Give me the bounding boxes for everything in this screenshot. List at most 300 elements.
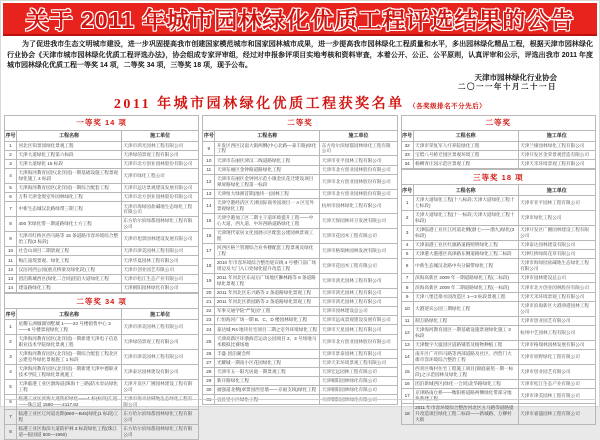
builder-name: 天津市鸿光园林工程有限公司 [121, 141, 198, 150]
builder-name: 天津泰达园林建设有限公司 [121, 365, 198, 380]
table-row [401, 150, 595, 159]
project-name: 2011 年河北区新园路等 2 条道路绿化景观工程 [215, 297, 320, 306]
builder-name: 天津泰达园林建设有限公司 [518, 240, 595, 249]
builder-name: 天津市绿化工程公司 [518, 210, 595, 225]
project-name: 制万路绿化工程 [413, 316, 518, 325]
builder-name: 天津市旭景园林建设发展有限公司 [121, 232, 198, 247]
project-name: 河北区知景园绿化景观工程 [17, 141, 122, 150]
project-name: 天津市五一阳光居庭一期景观工程 [215, 367, 320, 376]
project-name: 天津市东丽区金钟河示范小镇金民花迁建设项目翠屏路绿化工程第一标段 [215, 174, 320, 189]
row-index: 5 [5, 183, 17, 192]
builder-name: 天津市北方创业园林股份有限公司 [320, 165, 397, 174]
prize-section-title: 二等奖 34 项 [5, 294, 199, 309]
table-row [5, 283, 199, 292]
project-name: 天津临港工业区江河道北侧(渤七——渤九)绿化(3 标段) [413, 225, 518, 240]
row-index: 7 [401, 274, 413, 283]
table-row [401, 365, 595, 380]
award-table [202, 115, 397, 405]
row-index: 4 [5, 169, 17, 184]
project-name: 西青区梅村住宅工程施工项目(锦庭嘉苑一期一标段)之示范园林及绿化工程 [413, 365, 518, 380]
table-row [5, 247, 199, 256]
table-row [401, 159, 595, 168]
table-row [5, 409, 199, 424]
table-row [401, 316, 595, 325]
table-row [401, 404, 595, 425]
project-name: 开发区西区汉南大街两侧(中心北路—泰丰路)绿化工程 [215, 141, 320, 156]
bottom-divider [4, 399, 596, 400]
project-name: 天津东丽区金钟路道路绿化工程 [215, 165, 320, 174]
builder-name: 杭州市园林绿化工程有限公司 [320, 198, 397, 213]
table-row [203, 334, 397, 349]
table-row [203, 288, 397, 297]
project-name: 社会山项目二期景观工程 [17, 247, 122, 256]
col-header-project: 工程名称 [17, 130, 122, 141]
row-index: 1 [5, 141, 17, 150]
award-table [401, 169, 596, 425]
project-name: 2011 年河北区东站后广场地区狮林路等 8 条道路绿化景观工程 [215, 273, 320, 288]
row-index: 24 [203, 325, 215, 334]
col-header-project: 工程名称 [17, 309, 122, 320]
project-name: 天津港大港港区高津路东侧道路绿化工程二标段 [413, 250, 518, 259]
builder-name: 天津开发区广圃园林建设工程有限公司 [518, 225, 595, 240]
builder-name: 天津市北方创业园林股份有限公司 [320, 334, 397, 349]
row-index: 20 [203, 288, 215, 297]
builder-name: 天津朝阳园林绿化有限公司 [320, 386, 397, 395]
row-index: 10 [203, 156, 215, 165]
col-header-index: 序号 [5, 130, 17, 141]
project-name: 天津高新区环渤海首运动公园项目 2、3 号场地马术模拟比赛场地 [215, 334, 320, 349]
row-index: 6 [5, 394, 17, 409]
project-name: 天津海河教育园区(北洋园)一期基础设施工程景观绿化施工 4 标段 [17, 169, 122, 184]
builder-name: 天津市松江生态产业有限公司 [518, 379, 595, 388]
list-title: 2011 年城市园林绿化优质工程获奖名单 [113, 96, 405, 112]
table-row [203, 156, 397, 165]
row-index: 27 [203, 358, 215, 367]
row-index: 3 [5, 350, 17, 365]
builder-name: 天津绿茵景观工程有限公司 [121, 150, 198, 159]
project-name: 临港工业区辽河道北期(B60—B45)绿化(1 标段)工程 [17, 409, 122, 424]
project-name: 宝坻八号桥迁园区景观环境工程 [413, 150, 518, 159]
table-row [5, 274, 199, 283]
project-name: 天津数字大厦园区道路铺装及植物种植工程 [413, 340, 518, 349]
project-name: 天津空港经济区天津国际商务园项目一 A 区室外景观绿化工程 [215, 198, 320, 213]
row-index: 15 [203, 213, 215, 228]
project-name: 大港迎宾公园三期绿化工程 [413, 301, 518, 316]
builder-name: 天津市远成景观建设发展有限公司 [320, 316, 397, 325]
builder-name: 天津市北方创业园林股份有限公司 [121, 193, 198, 202]
builder-name: 东方哈尔滨绿都园林绿化工程有限公司 [320, 141, 397, 156]
row-index: 1 [5, 320, 17, 335]
builder-name: 天津市北方创业园林股份有限公司 [518, 283, 595, 292]
table-row [5, 202, 199, 217]
project-name: 万科天津金奥室外园林绿化工程 [17, 193, 122, 202]
row-index: 23 [203, 316, 215, 325]
row-index: 6 [401, 259, 413, 274]
table-row [401, 379, 595, 388]
builder-name: 东方哈尔滨绿都园林绿化工程有限公司 [121, 409, 198, 424]
col-header-builder: 施工单位 [121, 309, 198, 320]
builder-name: 天津市鸿光园林工程有限公司 [320, 297, 397, 306]
row-index: 4 [5, 365, 17, 380]
project-name: 天津大道绿化工程(十八标段;天津大道绿化工程十七标段) [413, 196, 518, 211]
table-row [401, 350, 595, 365]
builder-name: 天津市嘉盛园林工程有限公司 [518, 404, 595, 425]
builder-name: 天津市园林建设总公司 [320, 307, 397, 316]
project-name: 400 米绿化带一期道路绿化土方工程 [17, 217, 122, 232]
builder-name: 天津市滨海新区大港津港园林工程公司 [518, 301, 595, 316]
builder-name: 天津市格瑞林园林发展有限公司 [518, 340, 595, 349]
row-index: 10 [401, 301, 413, 316]
builder-name: 天津市格瑞林园林发展有限公司 [320, 243, 397, 258]
builder-name: 天津市津美园林工程有限公司 [121, 247, 198, 256]
row-index: 8 [5, 217, 17, 232]
project-name: 团泊新城西区(绿化二合同)团泊大道绿化工程 [17, 274, 122, 283]
title-banner [3, 3, 597, 36]
project-name: 军事交通学院“严复园”工程 [215, 307, 320, 316]
project-name: 滨海高新区 2009 年一期道路绿化工程(二标段) [413, 274, 518, 283]
row-index: 30 [203, 386, 215, 395]
table-row [203, 316, 397, 325]
signature-org: 天津市园林绿化行业协会 [474, 72, 557, 82]
builder-name: 天津市亚平园林工程有限公司 [320, 156, 397, 165]
row-index: 14 [401, 350, 413, 365]
project-name: 宜民里小区绿化工程 [215, 395, 320, 404]
row-index: 8 [401, 283, 413, 292]
table-row [5, 159, 199, 168]
project-name: 天津海河教育园区(北洋园)一期综合配套工程 [17, 183, 122, 192]
project-name: 天津南港工业区红旗路道路照明绿化工程 [413, 240, 518, 249]
award-tables-area [4, 115, 596, 440]
col-header-builder: 施工单位 [518, 185, 595, 196]
project-name: 丰盛·团泊湖会所 [215, 349, 320, 358]
table-row [203, 307, 397, 316]
builder-name: 天津市创业园艺有限公司 [518, 365, 595, 380]
table-row [203, 141, 397, 156]
project-name: 天津大道绿化工程(十一标段;天津大道绿化工程十标段) [413, 210, 518, 225]
row-index: 18 [203, 258, 215, 273]
table-row [5, 379, 199, 394]
row-index: 22 [203, 307, 215, 316]
project-name: 天津海河教育园区(北洋园)一期新建天津电子信息职业技术学院绿化景观工程 [17, 335, 122, 350]
builder-name: 天津市创业园艺有限公司 [121, 265, 198, 274]
prize-section-title: 一等奖 14 项 [5, 115, 199, 130]
builder-name: 天津朝阳园林绿化有限公司 [320, 377, 397, 386]
builder-name: 天津绿茵景观工程有限公司 [121, 335, 198, 350]
project-name: 2010 年市容环境综合整治迎宾线 4 号楼门前广场周边及大门入口处绿化提升改造工程 [215, 258, 320, 273]
row-index: 11 [5, 256, 17, 265]
table-row [5, 365, 199, 380]
project-name: 光耀城一期南小区花园绿化工程 [215, 358, 320, 367]
row-index: 32 [401, 141, 413, 150]
project-name: 建设路绿化工程 [17, 283, 122, 292]
row-index: 3 [5, 159, 17, 168]
table-row [401, 240, 595, 249]
row-index: 2 [5, 335, 17, 350]
row-index: 5 [5, 379, 17, 394]
builder-name: 天津市海绿园盐碱地生态绿化工程有限公司 [518, 259, 595, 274]
table-row [401, 389, 595, 404]
builder-name: 天津红桥绿荫花草有限公司 [518, 250, 595, 259]
row-index: 26 [203, 349, 215, 358]
table-row [203, 258, 397, 273]
builder-name: 天津市津美园林工程有限公司 [518, 389, 595, 404]
row-index: 13 [5, 274, 17, 283]
project-name: 2011 年河北区东兴路等 2 条道路绿化景观工程 [215, 288, 320, 297]
project-name: 新开路绿化工程 [215, 377, 320, 386]
award-table [4, 115, 199, 294]
builder-name: 东方哈尔滨绿都园林绿化工程有限公司 [121, 424, 198, 439]
builder-name: 天津市北方创业园林股份有限公司 [121, 159, 198, 168]
row-index: 11 [401, 316, 413, 325]
row-index: 17 [401, 389, 413, 404]
list-note: （各奖级排名不分先后） [409, 102, 487, 110]
project-name: 天津恒大绿洲首期(地块一)园林工程 [215, 189, 320, 198]
builder-name: 天津开发区金荣景观营造有限公司 [518, 150, 595, 159]
builder-name: 天津市花园木工程有限公司 [320, 228, 397, 243]
row-index: 12 [401, 325, 413, 340]
col-header-index: 序号 [401, 185, 413, 196]
list-heading [1, 93, 599, 113]
row-index: 12 [5, 265, 17, 274]
row-index: 25 [203, 334, 215, 349]
project-name: 福强道北侧(翠景园西里墙——京福支线)绿化工程 [215, 386, 320, 395]
builder-name: 天津市远达景观建设发展有限公司 [121, 183, 198, 192]
project-name: 天津市红桥区西马路等 15 条道路市容环境综合整治工程(2 标段) [17, 232, 122, 247]
row-index: 11 [203, 165, 215, 174]
project-name: 杨柳青庄园示范区景观工程 [413, 159, 518, 168]
table-row [401, 259, 595, 274]
table-row [203, 358, 397, 367]
table-row [5, 394, 199, 409]
builder-name: 天津朝阳园林绿化有限公司 [121, 283, 198, 292]
project-name: 临港工业区滨海大道防护绿化——1 标(标段)汇道——珠江道 1580——2117.82 [17, 394, 122, 409]
row-index: 28 [203, 367, 215, 376]
row-index: 21 [203, 297, 215, 306]
col-header-builder: 施工单位 [121, 130, 198, 141]
builder-name: 天津市绿化工程公司 [121, 169, 198, 184]
project-name: 天津海河教育园区一期基础设施景观绿化施工 3 标段 [413, 325, 518, 340]
table-row [203, 297, 397, 306]
project-name: 天津大道绿化 15 标段 [17, 159, 122, 168]
table-row [203, 325, 397, 334]
row-index: 7 [5, 409, 17, 424]
col-header-project: 工程名称 [215, 130, 320, 141]
builder-name: 天津市园林建设总公司 [518, 274, 595, 283]
row-index: 9 [401, 292, 413, 301]
row-index: 14 [203, 198, 215, 213]
signature-date: 二〇一一年十月二十一日 [458, 82, 557, 91]
row-index: 31 [203, 395, 215, 404]
col-header-builder: 施工单位 [518, 130, 595, 141]
table-row [203, 198, 397, 213]
project-name: 天津大道绿化工程第六标段 [17, 150, 122, 159]
col-header-index: 序号 [5, 309, 17, 320]
table-row [5, 217, 199, 232]
builder-name: 天津市原野绿化工程有限公司 [518, 350, 595, 365]
row-index: 1 [401, 196, 413, 211]
row-index: 14 [5, 283, 17, 292]
builder-name: 天津市鸿光园林工程有限公司 [320, 273, 397, 288]
row-index: 17 [203, 243, 215, 258]
table-row [401, 340, 595, 349]
project-name: 天津八堡洼排水园改造区 1—3 标段景观工程 [413, 292, 518, 301]
page-title: 关于 2011 年城市园林绿化优质工程评选结果的公告 [25, 7, 575, 33]
project-name: 汉沽河西公园(重点桥梁及绿化段)工程 [17, 265, 122, 274]
builder-name: 天津市津美园林工程有限公司 [121, 320, 198, 335]
row-index: 6 [5, 193, 17, 202]
table-row [401, 196, 595, 211]
builder-name: 天津市花园木工程有限公司 [320, 258, 397, 273]
project-name: 天津海河教育园区(北洋园)一期新建天津中德职业技术学院工程绿化景观施工 [17, 365, 122, 380]
table-row [5, 350, 199, 365]
table-row [5, 256, 199, 265]
table-row [203, 165, 397, 174]
builder-name: 东方哈尔滨绿都园林绿化工程有限公司 [121, 217, 198, 232]
project-name: 天津市东丽区津汉二线道路绿化工程 [215, 156, 320, 165]
builder-name: 天津市创业园艺有限公司 [518, 316, 595, 325]
table-row [203, 367, 397, 376]
row-index: 5 [401, 250, 413, 259]
builder-name: 天津天禾环境景观工程有限公司 [518, 159, 595, 168]
row-index: 12 [203, 174, 215, 189]
builder-name: 天津开发区广圃园林建设工程有限公司 [121, 379, 198, 394]
table-row [5, 169, 199, 184]
table-row [401, 301, 595, 316]
project-name: 天津市荣复军人疗养院绿化工程 [413, 141, 518, 150]
builder-name: 天津市天星园林工程有限公司 [320, 325, 397, 334]
builder-name: 天津市北方创业园林股份有限公司 [320, 189, 397, 198]
project-name: 天津空港加工区二期主干道环境提升工程——中心大道、西九道、中环西路道路绿化工程 [215, 213, 320, 228]
table-row [203, 349, 397, 358]
builder-name: 天津市海平盐碱地生态绿化工程有限公司 [121, 394, 198, 409]
col-header-project: 工程名称 [413, 130, 518, 141]
table-row [203, 228, 397, 243]
project-name: 天津海河教育园区(北洋园)一期综合配套工程北区公建室外绿化景观施工 1 标段 [17, 350, 122, 365]
project-name: 河西区格兰管理综合业务楼配套工程景观及绿化工程 [215, 243, 320, 258]
row-index: 7 [5, 202, 17, 217]
intro-paragraph: 为了促进我市生态文明城市建设，进一步巩固提高我市创建国家模范城市和国家园林城市成果，进一步提高我市园林绿化工程质量和水平，多出园林绿化精品工程，根据天津市园林绿化行业协会《天津市城市园林绿化优质工程评选办法》，协会组成专家评审组，经过对申报参评项目实地考核和资料审查，本着公开、公正、公平原则，认真评审和公示，评选出我市 2011 年度城市园林绿化优质工程一等奖 14 项，二等奖 34 项，三等奖 18 项，现予公布。 [7, 41, 593, 69]
table-row [5, 424, 199, 439]
project-name: 京津路南仓桥——衡阳桥道路两侧绿化带部分地块新建工程 [413, 389, 518, 404]
prize-section-title: 二等奖 [203, 115, 397, 130]
table-row [5, 141, 199, 150]
project-name: 星耀五洲倾湖别墅城 1——23 号楼销售中心 3——5 号楼景观绿化工程 [17, 320, 122, 335]
table-row [203, 377, 397, 386]
col-header-index: 序号 [203, 130, 215, 141]
award-column-2 [202, 115, 397, 405]
builder-name: 天津兰棣园林绿化工程有限公司 [518, 141, 595, 150]
project-name: 仁恒海河广场一期 B、C、D 楼园林绿化工程 [215, 316, 320, 325]
table-row [5, 193, 199, 202]
award-table [401, 115, 596, 170]
table-row [5, 265, 199, 274]
builder-name: 天津宏远园林工程有限公司 [320, 367, 397, 376]
table-row [5, 183, 199, 192]
row-index: 16 [203, 228, 215, 243]
project-name: 天津临港工业区渤海道(珠海十三路)防水泵站绿化工程 [17, 379, 122, 394]
project-name: 中新生态城汉北路中央分隔带绿化工程 [413, 259, 518, 274]
table-row [5, 335, 199, 350]
row-index: 8 [5, 424, 17, 439]
builder-name: 天津天禾环境景观工程有限公司 [320, 358, 397, 367]
table-row [401, 250, 595, 259]
table-row [5, 320, 199, 335]
row-index: 15 [401, 365, 413, 380]
builder-name: 天津市松江生态产业有限公司 [121, 274, 198, 283]
prize-section-title: 二等奖 [401, 115, 595, 130]
table-row [401, 283, 595, 292]
row-index: 10 [5, 247, 17, 256]
builder-name: 天津华夏园林工程有限公司 [121, 256, 198, 265]
builder-name: 天津市海绿园盐碱地生态绿化工程有限公司 [121, 202, 198, 217]
builder-name: 天津市景泰园林工程有限公司 [320, 349, 397, 358]
signature-block [1, 73, 557, 92]
row-index: 4 [401, 240, 413, 249]
builder-name: 天津天保园林环卫发展有限公司 [320, 213, 397, 228]
row-index: 3 [401, 225, 413, 240]
award-column-3 [401, 115, 596, 425]
table-row [401, 225, 595, 240]
builder-name: 杭州中艺园林工程有限公司 [518, 325, 595, 340]
table-row [5, 232, 199, 247]
builder-name: 天津天禾环境景观工程有限公司 [518, 292, 595, 301]
row-index: 2 [5, 150, 17, 159]
row-index: 13 [203, 189, 215, 198]
row-index: 29 [203, 377, 215, 386]
table-row [203, 213, 397, 228]
award-column-1 [4, 115, 199, 440]
builder-name: 天津朝阳园林绿化有限公司 [320, 395, 397, 404]
row-index: 18 [401, 404, 413, 425]
row-index: 19 [203, 273, 215, 288]
builder-name: 天津市鸿光园林工程有限公司 [320, 288, 397, 297]
row-index: 9 [5, 232, 17, 247]
table-row [401, 274, 595, 283]
row-index: 34 [401, 159, 413, 168]
project-name: 滨海高新区 2009 年二期道路绿化工程(一标段) [413, 283, 518, 292]
table-row [203, 386, 397, 395]
table-row [401, 141, 595, 150]
award-table [4, 293, 199, 440]
row-index: 9 [203, 141, 215, 156]
project-name: 泰达城 R4 地块住宅项目二期之室外环境绿化工程 [215, 325, 320, 334]
project-name: 南开区广开四马路等西部道路及社区、西营门大街市容环境综合整治工程 [413, 350, 518, 365]
project-name: 团泊新城西区(绿化一合同)北华路绿化工程 [413, 379, 518, 388]
builder-name: 天津市津美园林工程有限公司 [121, 350, 198, 365]
row-index: 13 [401, 340, 413, 349]
table-row [401, 325, 595, 340]
col-header-index: 序号 [401, 130, 413, 141]
prize-section-title: 三等奖 18 项 [401, 170, 595, 185]
table-row [401, 210, 595, 225]
project-name: 天津现代家居文化园展示区配套公建园林景观工程 [215, 228, 320, 243]
table-row [203, 189, 397, 198]
project-name: 临港工业区海滨大道防护林 3 标段绿化工程(珠江道—报国道 500—1960) [17, 424, 122, 439]
project-name: 梅江南堤景观、绿化工程 [17, 256, 122, 265]
row-index: 2 [401, 210, 413, 225]
table-row [203, 243, 397, 258]
table-row [203, 174, 397, 189]
col-header-project: 工程名称 [413, 185, 518, 196]
row-index: 33 [401, 150, 413, 159]
project-name: 2011 年市容环境综合整治河北区五马路等道路提升改造项目绿化工程二标段——新城路、万柳村大街 [413, 404, 518, 425]
table-row [5, 150, 199, 159]
project-name: 中新生态城汉北路绿带三期工程 [17, 202, 122, 217]
col-header-builder: 施工单位 [320, 130, 397, 141]
builder-name: 天津市北方创业园林股份有限公司 [320, 174, 397, 189]
table-row [203, 273, 397, 288]
table-row [401, 292, 595, 301]
